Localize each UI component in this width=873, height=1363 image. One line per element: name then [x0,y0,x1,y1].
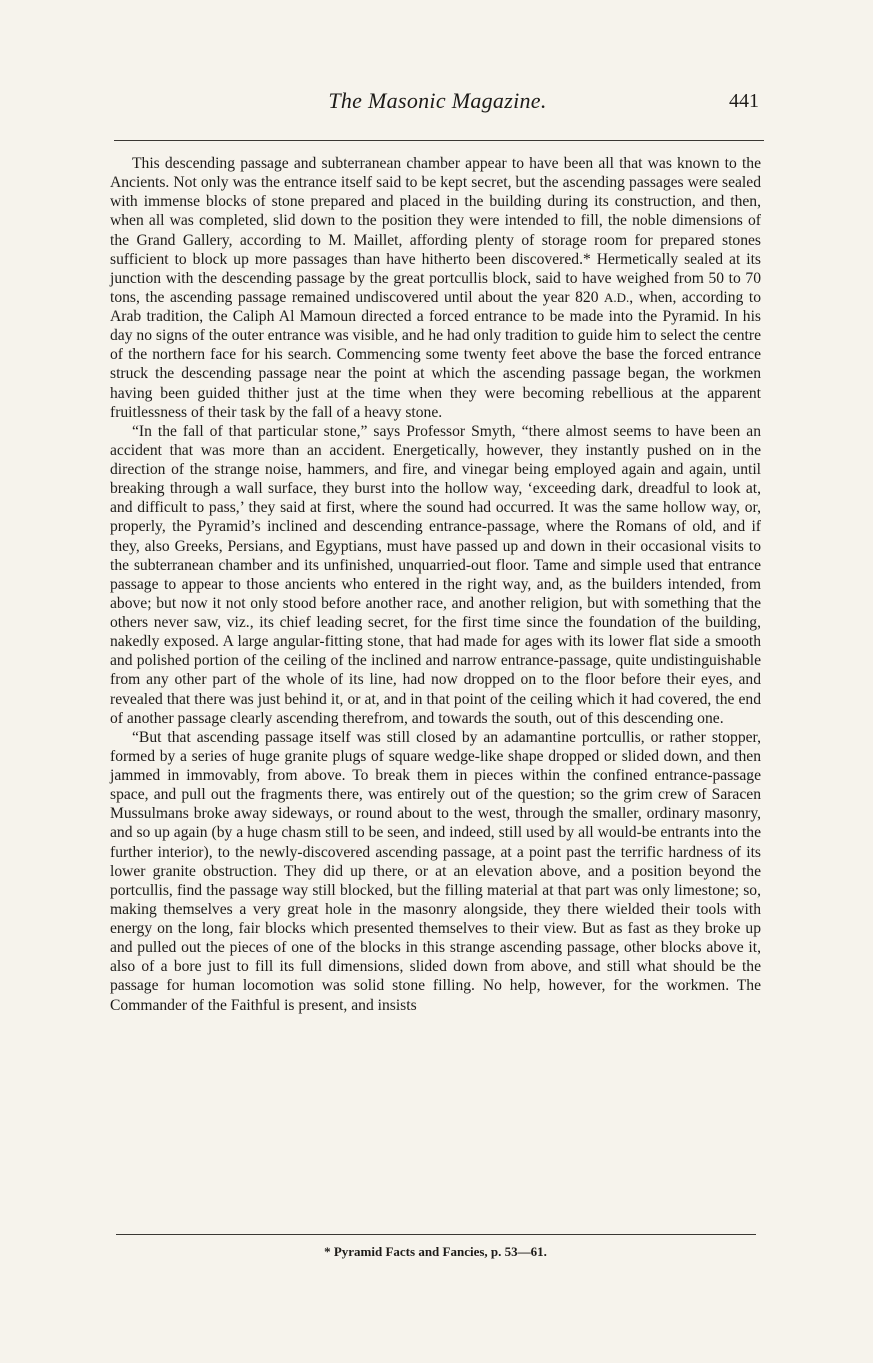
paragraph-2: “In the fall of that particular stone,” says Professor Smyth, “there almost seems to have been an accident that was more than an accident. Energetically, however, they instantly pushed on in the direction of the strange noise, hammers, and fire, and vinegar being employed again and again, until breaking through a wall surface, they burst into the hollow way, ‘exceeding dark, dreadful to look at, and difficult to pass,’ they said at first, where the sound had occurred. It was the same hollow way, or, properly, the Pyramid’s inclined and descending entrance-passage, where the Romans of old, and if they, also Greeks, Persians, and Egyptians, must have passed up and down in their occasional visits to the subterranean chamber and its unfinished, unquarried-out floor. Tame and simple used that entrance passage to appear to those ancients who entered in the right way, and, as the builders intended, from above; but now it not only stood before another race, and another religion, but with something that the others never saw, viz., its chief leading secret, for the first time since the foundation of the building, nakedly exposed. A large angular-fitting stone, that had made for ages with its lower flat side a smooth and polished portion of the ceiling of the inclined and narrow entrance-passage, quite undistinguishable from any other part of the whole of its line, had now dropped on to the floor before their eyes, and revealed that there was just behind it, or at, and in that point of the ceiling which it had covered, the end of another passage clearly ascending therefrom, and towards the south, out of this descending one. [110,422,761,727]
page-number: 441 [729,90,759,112]
article-body [110,154,761,1015]
footnote-rule [116,1234,756,1235]
header-rule [114,140,764,141]
paragraph-3: “But that ascending passage itself was still closed by an adamantine portcullis, or rather stopper, formed by a series of huge granite plugs of square wedge-like shape dropped or slided down, and then jammed in immovably, from above. To break them in pieces within the confined entrance-passage space, and pull out the fragments there, was entirely out of the question; so the grim crew of Saracen Mussulmans broke away sideways, or round about to the west, through the smaller, ordinary masonry, and so up again (by a huge chasm still to be seen, and indeed, still used by all would-be entrants into the further interior), to the newly-discovered ascending passage, at a point past the terrific hardness of its lower granite obstruction. They did up there, or at an elevation above, and a position beyond the portcullis, find the passage way still blocked, but the filling material at that part was only limestone; so, making themselves a very great hole in the masonry alongside, they there wielded their tools with energy on the long, fair blocks which presented themselves to their view. But as fast as they broke up and pulled out the pieces of one of the blocks in this strange ascending passage, other blocks above it, also of a bore just to fill its full dimensions, slided down from above, and still what should be the passage for human locomotion was solid stone filling. No help, however, for the workmen. The Commander of the Faithful is present, and insists [110,728,761,1014]
running-title: The Masonic Magazine. [328,88,547,113]
footnote: * Pyramid Facts and Fancies, p. 53—61. [324,1244,547,1259]
page-header [110,88,765,128]
paragraph-1-text-b: , when, according to Arab tradition, the Caliph Al Mamoun directed a forced entrance to be made into the Pyramid. In his day no signs of the outer entrance was visible, and he had only tradition to guide him to select the centre of the northern face for his search. Commencing some twenty feet above the base the forced entrance struck the descending passage near the point at which the ascending passage began, the workmen having been guided thither just at the time when they were becoming rebellious at the apparent fruitlessness of their task by the fall of a heavy stone. [110,288,761,421]
paragraph-1 [110,154,761,422]
paragraph-1-text-a: This descending passage and subterranean chamber appear to have been all that was known to the Ancients. Not only was the entrance itself said to be kept secret, but the ascending passages were sealed with immense blocks of stone prepared and placed in the building during its construction, and then, when all was completed, slid down to the position they were intended to fill, the noble dimensions of the Grand Gallery, according to M. Maillet, affording plenty of storage room for prepared stones sufficient to block up more passages than have hitherto been discovered.* Hermetically sealed at its junction with the descending passage by the great portcullis block, said to have weighed from 50 to 70 tons, the ascending passage remained undiscovered until about the year 820 [110,155,761,306]
era-abbreviation: A.D. [604,289,630,305]
